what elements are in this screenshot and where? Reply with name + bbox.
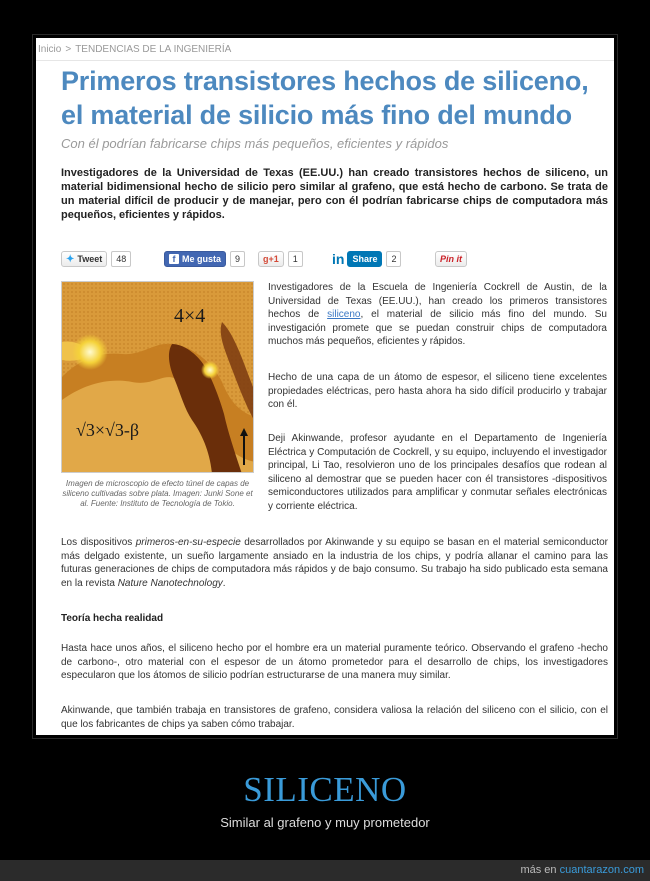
footer-bar (0, 860, 650, 881)
breadcrumb-separator: > (65, 44, 72, 55)
journal-name: Nature Nanotechnology (117, 577, 223, 589)
footer-prefix: más en (520, 864, 557, 876)
facebook-count: 9 (230, 251, 245, 267)
linkedin-share (332, 251, 401, 267)
section-subheading: Teoría hecha realidad (61, 613, 164, 624)
gplus-button[interactable]: g+1 (258, 251, 284, 267)
paragraph-1-text-b: , el material de silicio más fino del mundo. Su investigación promete que se puedan construir chips de computadora muchos más pequeños, eficientes y rápidos. (268, 309, 607, 347)
facebook-share (164, 251, 245, 267)
facebook-icon: f (169, 254, 179, 264)
breadcrumb-home[interactable]: Inicio (38, 44, 62, 55)
paragraph-3: Deji Akinwande, profesor ayudante en el Departamento de Ingeniería Eléctrica y Computación de Cockrell, y su equipo, incluyendo el investigador principal, Li Tao, resolvieron uno de los principales desafíos que rodean al siliceno al demostrar que se pueden hacer con él transistores -dispositivos semiconductores utilizados para amplificar y conmutar señales electrónicas y corriente eléctrica. (268, 433, 607, 512)
pinterest-share (435, 251, 467, 267)
tweet-count: 48 (111, 251, 131, 267)
paragraph-1 (268, 281, 607, 349)
image-label-4x4: 4×4 (174, 305, 206, 327)
image-caption: Imagen de microscopio de efecto túnel de capas de siliceno cultivadas sobre plata. Imagen: Junki Sone et al. Fuente: Instituto de Tecnología de Tokio. (62, 479, 253, 508)
twitter-bird-icon: ✦ (66, 253, 75, 265)
pinit-button[interactable]: Pin it (435, 251, 467, 267)
linkedin-icon: in (332, 251, 345, 267)
paragraph-4-text-b: desarrollados por Akinwande y su equipo se basan en el material semiconductor más delgado existente, un sueño largamente ansiado en la industria de los chips, y podría allanar el camino para las futuras generaciones de chips de computadora más rápidos y de bajo consumo. Su trabajo ha sido publicado esta semana en la revista (61, 537, 608, 589)
paragraph-4-text-c: . (222, 577, 226, 589)
tweet-button[interactable] (61, 251, 107, 267)
facebook-like-button[interactable] (164, 251, 226, 267)
footer-site-link[interactable]: cuantarazon.com (559, 864, 644, 876)
article-subtitle: Con él podrían fabricarse chips más pequeños, eficientes y rápidos (61, 136, 449, 151)
paragraph-5: Hasta hace unos años, el siliceno hecho por el hombre era un material puramente teórico. Observando el grafeno -hecho de carbono-, otro material con el espesor de un átomo prometedor para el desarrollo de chips, los investigadores especularon que los átomos de silicio podrían estructurarse de una manera muy similar. (61, 643, 608, 681)
tweet-share (61, 251, 131, 267)
paragraph-4-emphasis: primeros-en-su-especie (135, 537, 241, 548)
post-title: SILICENO (243, 770, 407, 809)
paragraph-4 (61, 536, 608, 590)
article-page (36, 38, 614, 735)
silicene-scan-graphic (62, 282, 254, 473)
breadcrumb-divider (36, 60, 614, 61)
article-lead: Investigadores de la Universidad de Texas (EE.UU.) han creado transistores hechos de siliceno, un material bidimensional hecho de silicio pero similar al grafeno, que está hecho de carbono. Se trata de un material difícil de producir y de manejar, pero con él podrían fabricarse chips de computadora más pequeños, eficientes y rápidos. (61, 167, 608, 221)
paragraph-4-text-a: Los dispositivos (61, 537, 136, 548)
breadcrumb-section[interactable]: TENDENCIAS DE LA INGENIERÍA (75, 44, 232, 55)
paragraph-1-text-a: Investigadores de la Escuela de Ingeniería Cockrell de Austin, de la Universidad de Texas (EE.UU.), han creado los primeros transistores hechos de (268, 282, 607, 320)
paragraph-6: Akinwande, que también trabaja en transistores de grafeno, considera valiosa la relación del siliceno con el silicio, con el que los fabricantes de chips ya saben cómo trabajar. (61, 705, 608, 730)
tweet-label: Tweet (77, 254, 103, 264)
post-subtitle: Similar al grafeno y muy prometedor (220, 815, 430, 830)
gplus-count: 1 (288, 251, 303, 267)
image-label-sqrt3: √3×√3-β (76, 420, 140, 440)
stm-microscope-image (61, 281, 254, 473)
linkedin-share-button[interactable]: Share (347, 251, 382, 267)
breadcrumb (38, 44, 231, 55)
article-title: Primeros transistores hechos de siliceno, el material de silicio más fino del mundo (61, 66, 589, 130)
siliceno-link[interactable]: siliceno (327, 309, 361, 320)
gplus-share (258, 251, 303, 267)
facebook-like-label: Me gusta (182, 254, 222, 264)
paragraph-2: Hecho de una capa de un átomo de espesor, el siliceno tiene excelentes propiedades eléctricas, pero hasta ahora ha sido difícil producirlo y trabajar con él. (268, 372, 607, 410)
linkedin-count: 2 (386, 251, 401, 267)
